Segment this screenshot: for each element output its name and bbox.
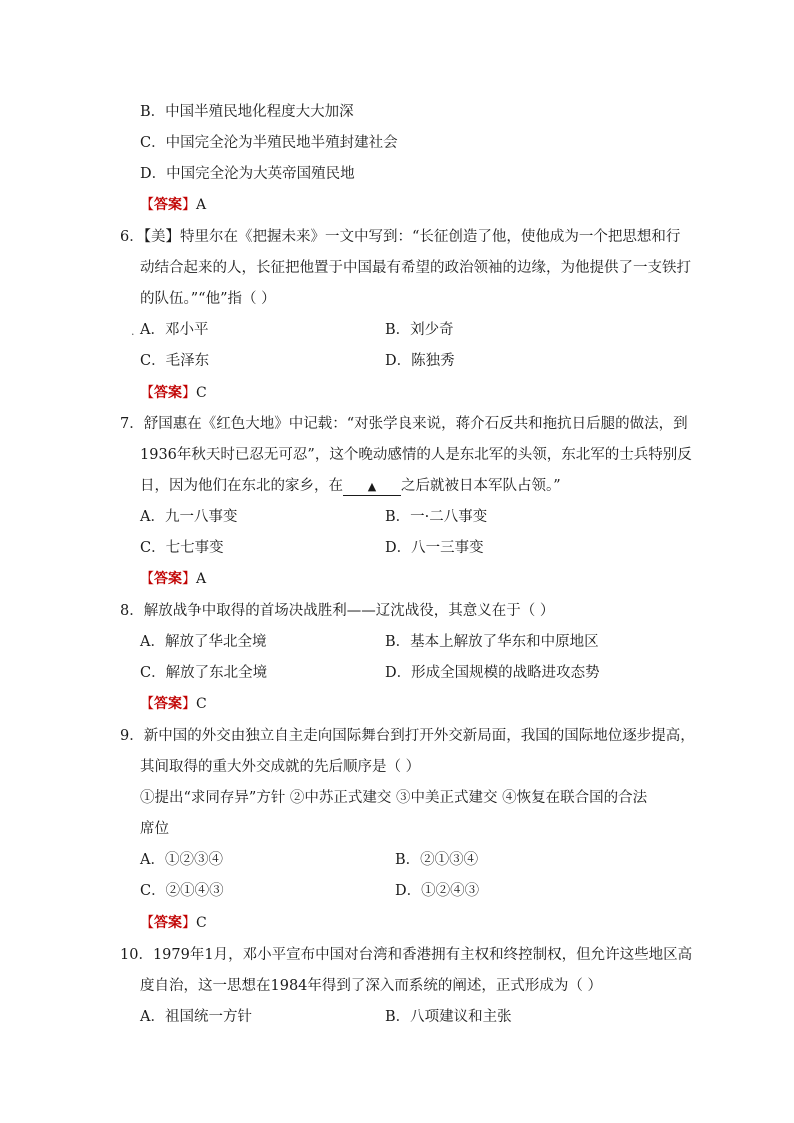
- answer-label: 答案: [154, 696, 182, 712]
- q9-answer: 【答案】C: [140, 915, 207, 931]
- answer-label: 答案: [154, 197, 182, 213]
- q7-option-c: C．七七事变: [140, 540, 224, 556]
- q6-option-a: A．邓小平: [140, 322, 209, 338]
- q7-stem-line1: 7．舒国惠在《红色大地》中记载：“对张学良来说，蒋介石反共和拖抗日后腿的做法，到: [120, 416, 688, 432]
- q8-answer: 【答案】C: [140, 696, 207, 712]
- q10-stem-line1: 10．1979年1月，邓小平宣布中国对台湾和香港拥有主权和终控制权，但允许这些地区高: [120, 947, 693, 963]
- q8-option-c: C．解放了东北全境: [140, 665, 268, 681]
- q6-answer: 【答案】C: [140, 385, 207, 401]
- answer-value: A: [196, 571, 207, 587]
- q7-stem-line3: 日，因为他们在东北的家乡，在 ▲ 之后就被日本军队占领。”: [140, 478, 561, 494]
- q5-answer: [140, 195, 206, 215]
- q5-option-c: C．中国完全沦为半殖民地半殖封建社会: [140, 135, 398, 151]
- q8-option-a: A．解放了华北全境: [140, 634, 267, 650]
- q10-option-a: A．祖国统一方针: [140, 1009, 252, 1025]
- q9-option-c: C．②①④③: [140, 883, 224, 899]
- q7-option-d: D．八一三事变: [385, 540, 484, 556]
- q9-option-d: D．①②④③: [395, 883, 480, 899]
- q8-stem-line1: 8．解放战争中取得的首场决战胜利——辽沈战役，其意义在于（ ）: [120, 603, 555, 619]
- q6-option-c: C．毛泽东: [140, 353, 210, 369]
- q6-stem-line1: 6．【美】特里尔在《把握未来》一文中写到：“长征创造了他，使他成为一个把思想和行: [120, 229, 681, 245]
- answer-label: 答案: [154, 385, 182, 401]
- q8-option-b: B．基本上解放了华东和中原地区: [385, 634, 599, 650]
- q5-option-d: D．中国完全沦为大英帝国殖民地: [140, 166, 355, 182]
- q6-stem-line2: 动结合起来的人，长征把他置于中国最有希望的政治领袖的边缘，为他提供了一支铁打: [140, 260, 691, 276]
- q6-option-b: B．刘少奇: [385, 322, 454, 338]
- answer-value: C: [196, 696, 207, 712]
- fill-blank: ▲: [343, 479, 401, 496]
- q6-stem-line3: 的队伍。”“他”指（ ）: [140, 291, 276, 307]
- q6-option-d: D．陈独秀: [385, 353, 455, 369]
- q7-option-a: A．九一八事变: [140, 509, 238, 525]
- q9-option-a: A．①②③④: [140, 852, 223, 868]
- stray-dot-mark: .: [131, 325, 135, 338]
- q9-stem-line2: 其间取得的重大外交成就的先后顺序是（ ）: [140, 759, 421, 775]
- answer-value: C: [196, 385, 207, 401]
- answer-bracket-open: 【: [140, 197, 154, 213]
- answer-value: C: [196, 915, 207, 931]
- q9-stem-line1: 9．新中国的外交由独立自主走向国际舞台到打开外交新局面，我国的国际地位逐步提高，: [120, 728, 695, 744]
- answer-label: 答案: [154, 915, 182, 931]
- q7-option-b: B．一·二八事变: [385, 509, 488, 525]
- q5-option-b: B．中国半殖民地化程度大大加深: [140, 104, 354, 120]
- q7-answer: 【答案】A: [140, 571, 207, 587]
- q7-stem-line2: 1936年秋天时已忍无可忍”，这个晚动感情的人是东北军的头领，东北军的士兵特别反: [140, 447, 692, 463]
- q10-option-b: B．八项建议和主张: [385, 1009, 512, 1025]
- answer-label: 答案: [154, 571, 182, 587]
- answer-bracket-close: 】: [182, 197, 196, 213]
- q9-option-b: B．②①③④: [395, 852, 479, 868]
- answer-value: A: [196, 197, 207, 213]
- q9-stem-line4: 席位: [140, 821, 169, 837]
- q10-stem-line2: 度自治，这一思想在1984年得到了深入而系统的阐述，正式形成为（ ）: [140, 978, 603, 994]
- q8-option-d: D．形成全国规模的战略进攻态势: [385, 665, 600, 681]
- q9-stem-line3: ①提出“求同存异”方针 ②中苏正式建交 ③中美正式建交 ④恢复在联合国的合法: [140, 790, 648, 806]
